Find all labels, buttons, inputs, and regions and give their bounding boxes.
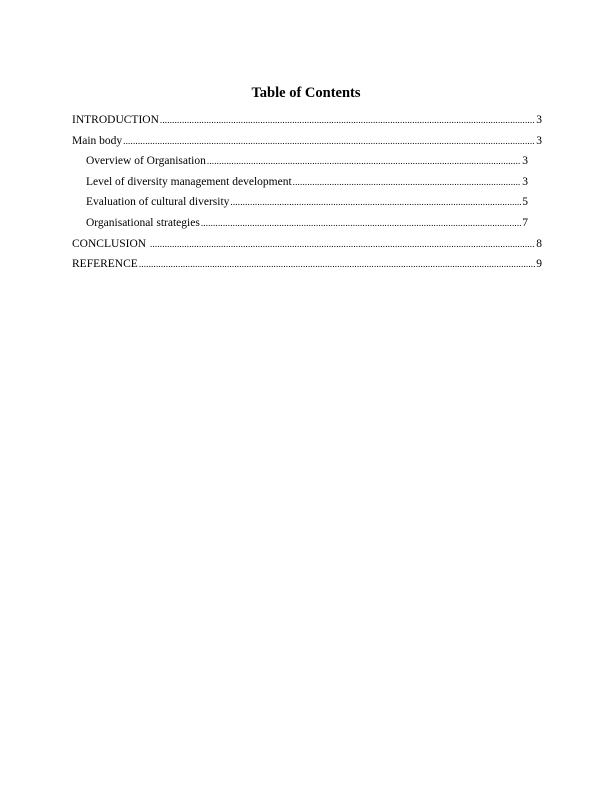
toc-entry-page-number: 5 xyxy=(522,196,528,209)
toc-entry-main-body[interactable] xyxy=(72,134,542,155)
toc-entry-page-number: 3 xyxy=(536,134,542,147)
toc-entry-page-number: 3 xyxy=(522,155,528,168)
toc-title: Table of Contents xyxy=(251,85,361,101)
toc-entry-reference[interactable] xyxy=(72,257,542,278)
toc-entry-label: Evaluation of cultural diversity xyxy=(86,196,230,209)
toc-entry-conclusion[interactable] xyxy=(72,237,542,258)
dot-leader xyxy=(150,237,535,251)
toc-entry-evaluation-of-cultural-diversity[interactable] xyxy=(72,195,528,216)
dot-leader xyxy=(160,113,535,127)
toc-entry-label: INTRODUCTION xyxy=(72,114,159,126)
toc-entry-label: Overview of Organisation xyxy=(86,155,206,168)
dot-leader xyxy=(230,195,521,209)
toc-entry-label: CONCLUSION xyxy=(72,237,149,250)
dot-leader xyxy=(207,154,521,168)
toc-entry-organisational-strategies[interactable] xyxy=(72,216,528,237)
toc-entry-diversity-management-development[interactable] xyxy=(72,175,528,196)
toc-entry-page-number: 3 xyxy=(522,175,528,188)
toc-entry-page-number: 3 xyxy=(536,114,542,126)
dot-leader xyxy=(139,257,535,271)
dot-leader xyxy=(293,175,522,189)
dot-leader xyxy=(201,216,521,230)
toc-entry-page-number: 9 xyxy=(536,258,542,271)
toc-entry-page-number: 8 xyxy=(536,237,542,250)
toc-list xyxy=(72,113,542,278)
toc-entry-label: REFERENCE xyxy=(72,258,138,271)
toc-entry-overview-of-organisation[interactable] xyxy=(72,154,528,175)
toc-entry-introduction[interactable] xyxy=(72,113,542,134)
toc-entry-label: Main body xyxy=(72,134,123,147)
toc-entry-label: Organisational strategies xyxy=(86,216,200,229)
dot-leader xyxy=(123,134,535,148)
toc-entry-page-number: 7 xyxy=(522,216,528,229)
toc-entry-label: Level of diversity management development xyxy=(86,175,292,188)
